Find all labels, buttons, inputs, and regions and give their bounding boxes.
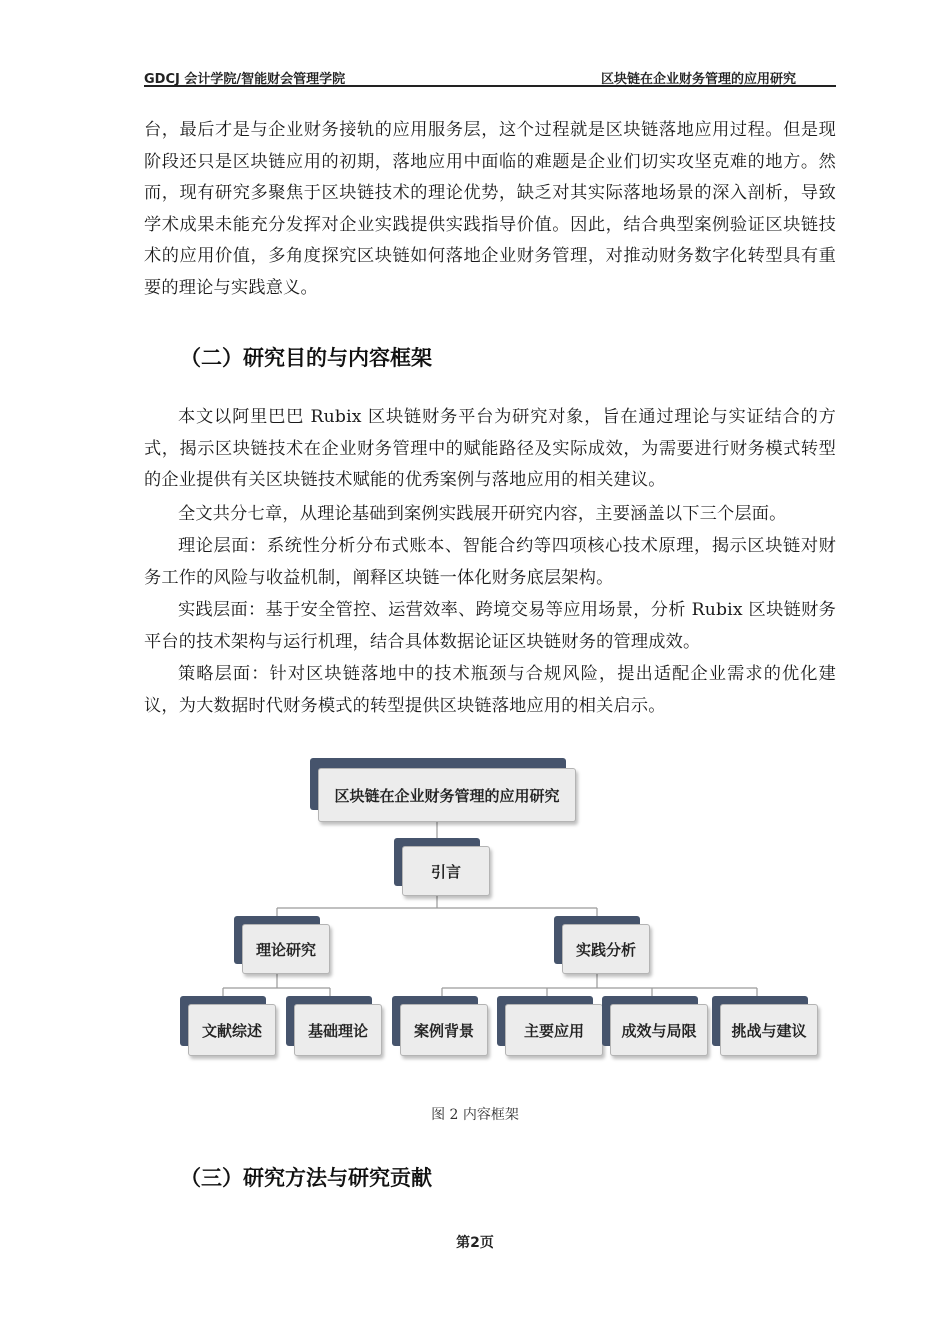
- diagram-node-results-limits: 成效与局限: [602, 996, 708, 1058]
- body-paragraph: 全文共分七章，从理论基础到案例实践展开研究内容，主要涵盖以下三个层面。: [178, 504, 787, 524]
- content-framework-diagram: [150, 752, 830, 1072]
- body-paragraph: 策略层面：针对区块链落地中的技术瓶颈与合规风险，提出适配企业需求的优化建议，为大数据时代财务模式的转型提供区块链落地应用的相关启示。: [144, 664, 836, 716]
- header-institution: GDCJ 会计学院/智能财会管理学院: [144, 72, 346, 87]
- figure-caption: 图 2 内容框架: [431, 1107, 519, 1123]
- diagram-node-intro: 引言: [394, 838, 490, 896]
- diagram-node-root: 区块链在企业财务管理的应用研究: [310, 758, 576, 822]
- intro-paragraph: 台，最后才是与企业财务接轨的应用服务层，这个过程就是区块链落地应用过程。但是现阶段还只是区块链应用的初期，落地应用中面临的难题是企业们切实攻坚克难的地方。然而，现有研究多聚焦于区块链技术的理论优势，缺乏对其实际落地场景的深入剖析，导致学术成果未能充分发挥对企业实践提供实践指导价值。因此，结合典型案例验证区块链技术的应用价值，多角度探究区块链如何落地企业财务管理，对推动财务数字化转型具有重要的理论与实践意义。: [144, 120, 836, 298]
- page-number: 第2页: [456, 1235, 494, 1251]
- diagram-node-theory: 理论研究: [234, 916, 330, 974]
- header-paper-title: 区块链在企业财务管理的应用研究: [600, 72, 796, 87]
- diagram-node-challenges: 挑战与建议: [712, 996, 818, 1058]
- diagram-node-case-background: 案例背景: [392, 996, 488, 1058]
- body-paragraph: 实践层面：基于安全管控、运营效率、跨境交易等应用场景，分析 Rubix 区块链财务平台的技术架构与运行机理，结合具体数据论证区块链财务的管理成效。: [144, 600, 836, 652]
- diagram-node-foundation: 基础理论: [286, 996, 382, 1058]
- section-heading-3: （三）研究方法与研究贡献: [180, 1166, 432, 1190]
- diagram-node-practice: 实践分析: [554, 916, 650, 974]
- header-rule: [144, 85, 836, 87]
- body-paragraph: 理论层面：系统性分析分布式账本、智能合约等四项核心技术原理，揭示区块链对财务工作的风险与收益机制，阐释区块链一体化财务底层架构。: [144, 536, 836, 588]
- diagram-node-main-application: 主要应用: [497, 996, 603, 1058]
- page-header: [144, 64, 836, 86]
- diagram-node-literature: 文献综述: [180, 996, 276, 1058]
- body-paragraph: 本文以阿里巴巴 Rubix 区块链财务平台为研究对象，旨在通过理论与实证结合的方式，揭示区块链技术在企业财务管理中的赋能路径及实际成效，为需要进行财务模式转型的企业提供有关区块链技术赋能的优秀案例与落地应用的相关建议。: [144, 407, 836, 490]
- section-heading-2: （二）研究目的与内容框架: [180, 346, 432, 370]
